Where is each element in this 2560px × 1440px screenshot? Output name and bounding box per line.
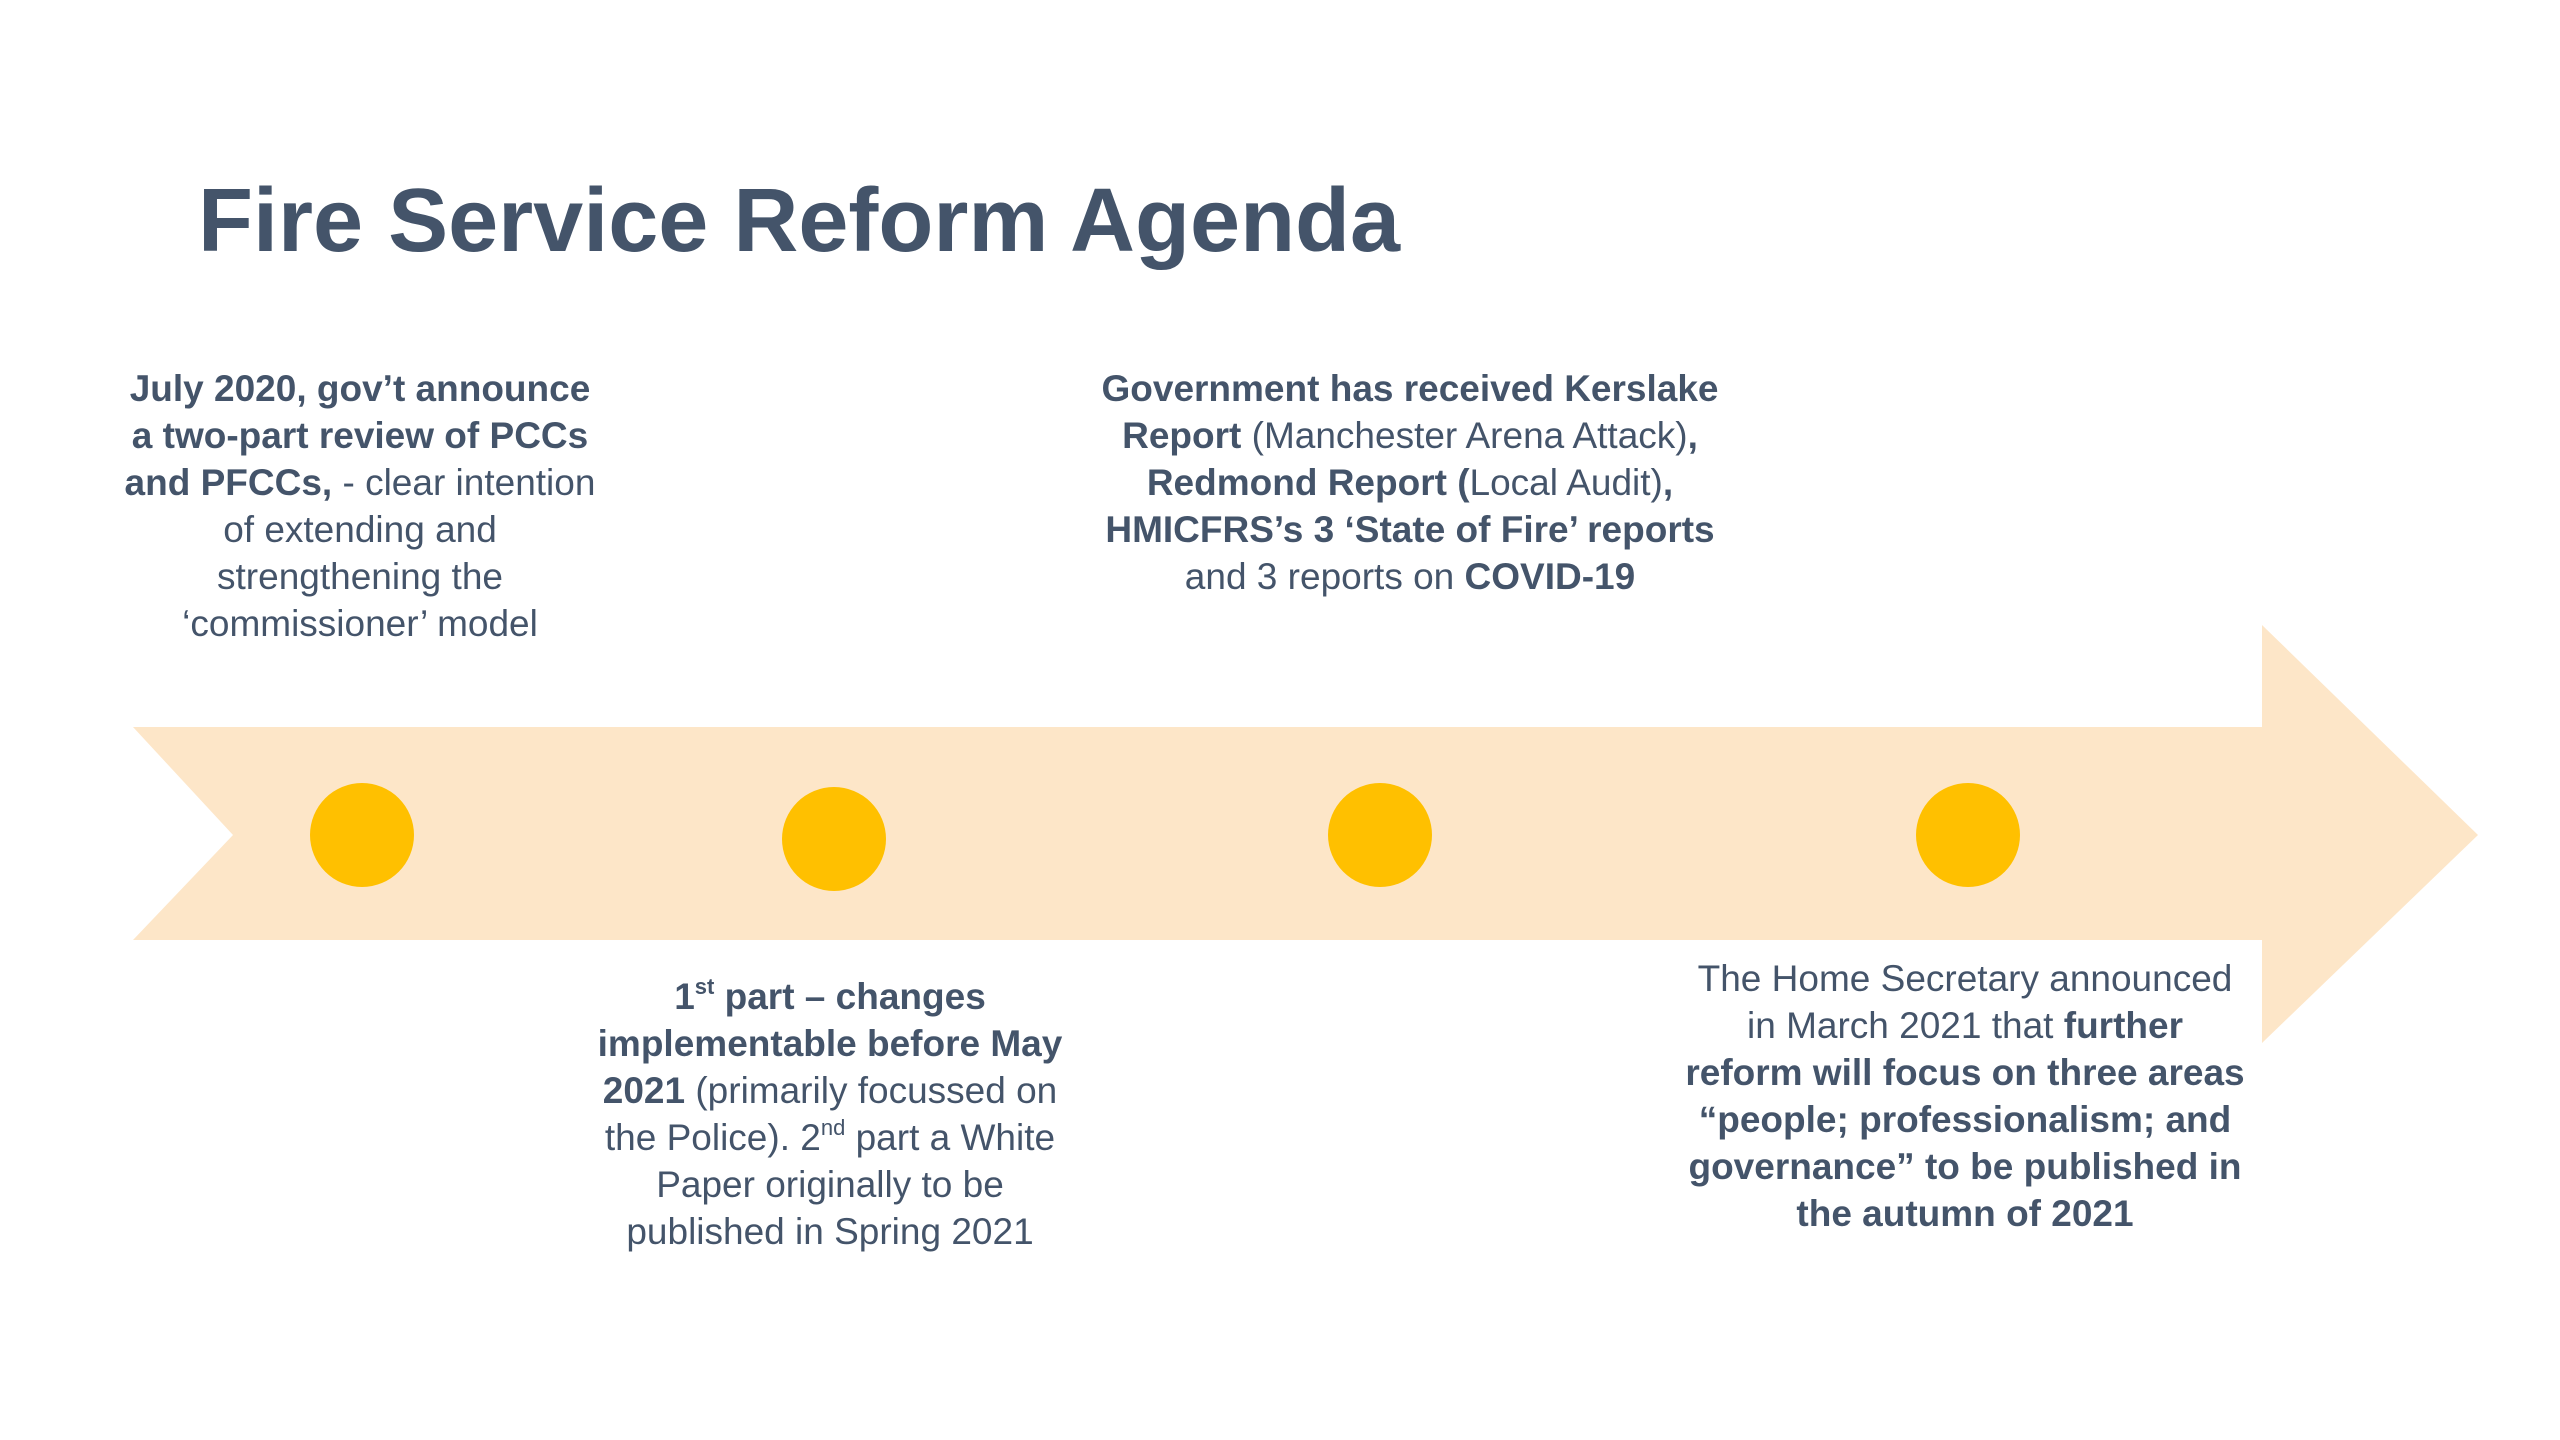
event-text-segment: and 3 reports on <box>1184 556 1465 597</box>
event-text-segment: Local Audit) <box>1469 462 1663 503</box>
event-text-segment: 1 <box>674 976 695 1017</box>
page-title: Fire Service Reform Agenda <box>198 171 1401 271</box>
timeline-marker-3 <box>1328 783 1432 887</box>
event-text-segment: st <box>694 974 715 999</box>
event-text-segment: , HMICFRS’s 3 ‘State of Fire’ reports <box>1105 462 1715 550</box>
event-text-segment: nd <box>820 1115 846 1140</box>
event-text-segment: part a White Paper originally to be published in Spring 2021 <box>626 1117 1056 1252</box>
event-text-segment: part – changes implementable before May 2021 <box>597 976 1063 1111</box>
event-text-segment: Government has received Kerslake Report <box>1101 368 1719 456</box>
timeline-marker-2 <box>782 787 886 891</box>
event-text-segment: - clear intention of extending and strengthening the ‘commissioner’ model <box>182 462 596 644</box>
timeline-event-text <box>580 973 1080 1255</box>
event-text-segment: further reform will focus on three areas “people; professionalism; and governance” to be published in the autumn of 2021 <box>1685 1005 2245 1234</box>
event-text-segment: , Redmond Report ( <box>1146 415 1698 503</box>
timeline-event-text <box>1080 365 1740 600</box>
event-text-segment: The Home Secretary announced in March 2021 that <box>1697 958 2233 1046</box>
event-text-segment: (primarily focussed on the Police). 2 <box>604 1070 1058 1158</box>
event-text-segment: July 2020, gov’t announce a two-part review of PCCs and PFCCs, <box>124 368 591 503</box>
event-text-segment: COVID-19 <box>1464 556 1636 597</box>
timeline-event-text <box>1685 955 2245 1237</box>
event-text-segment: (Manchester Arena Attack) <box>1241 415 1688 456</box>
timeline-event-text <box>120 365 600 647</box>
timeline-marker-4 <box>1916 783 2020 887</box>
timeline-marker-1 <box>310 783 414 887</box>
